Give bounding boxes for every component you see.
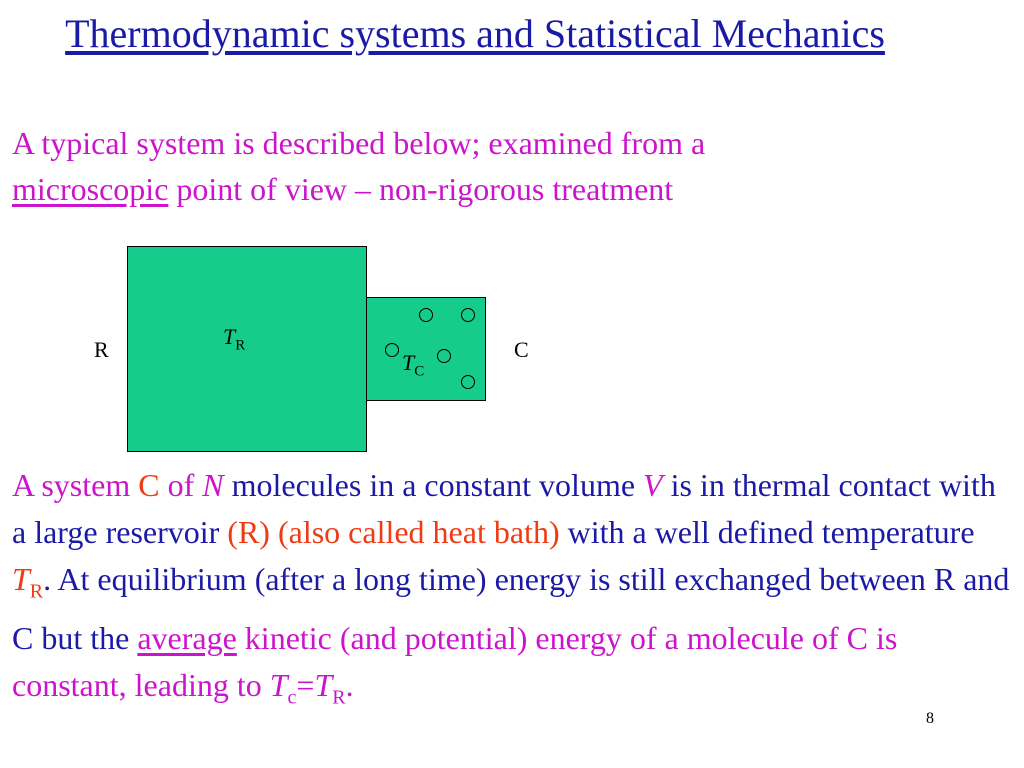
- text-run: V: [643, 467, 663, 503]
- molecule-circle: [437, 349, 451, 363]
- text-run: T: [269, 667, 288, 704]
- reservoir-label: R: [94, 337, 109, 362]
- intro-underlined-word: microscopic: [12, 171, 169, 207]
- text-run: of: [159, 467, 203, 503]
- text-run: =: [296, 667, 315, 704]
- page-number: 8: [926, 710, 934, 727]
- text-run: average: [137, 620, 237, 657]
- text-run: C: [138, 467, 160, 503]
- molecule-circle: [461, 308, 475, 322]
- intro-text: [12, 120, 1002, 212]
- text-run: T: [12, 561, 30, 597]
- text-run: R: [29, 580, 44, 603]
- text-run: .: [345, 667, 354, 704]
- text-run: molecules in a constant volume: [223, 467, 644, 503]
- text-run: A system: [12, 467, 139, 503]
- intro-rest: point of view – non-rigorous treatment: [168, 171, 674, 207]
- text-run: . At equilibrium (after a long time) energy is still exchanged between R and C but the: [12, 561, 1010, 657]
- text-run: (R) (also called heat bath): [227, 514, 560, 550]
- text-run: c: [287, 686, 297, 709]
- text-run: R: [332, 686, 346, 709]
- slide-title: Thermodynamic systems and Statistical Mechanics: [65, 11, 885, 56]
- molecule-circle: [461, 375, 475, 389]
- text-run: with a well defined temperature: [559, 514, 975, 550]
- text-run: T: [314, 667, 333, 704]
- reservoir-system-diagram: [0, 240, 1024, 460]
- system-temperature-label: $T_C$: [402, 350, 425, 380]
- text-run: is in thermal contact with a large reservoir: [12, 467, 996, 550]
- molecule-circle: [385, 343, 399, 357]
- molecule-circle: [419, 308, 433, 322]
- reservoir-temperature-label: $T_R$: [223, 324, 246, 354]
- system-label: C: [514, 337, 529, 362]
- intro-line-1: A typical system is described below; examined from a: [12, 125, 706, 161]
- text-run: N: [202, 467, 224, 503]
- body-paragraph: [12, 462, 1017, 722]
- reservoir-box: [127, 246, 367, 452]
- text-run: kinetic (and potential) energy of a molecule of C is constant, leading to: [12, 620, 898, 704]
